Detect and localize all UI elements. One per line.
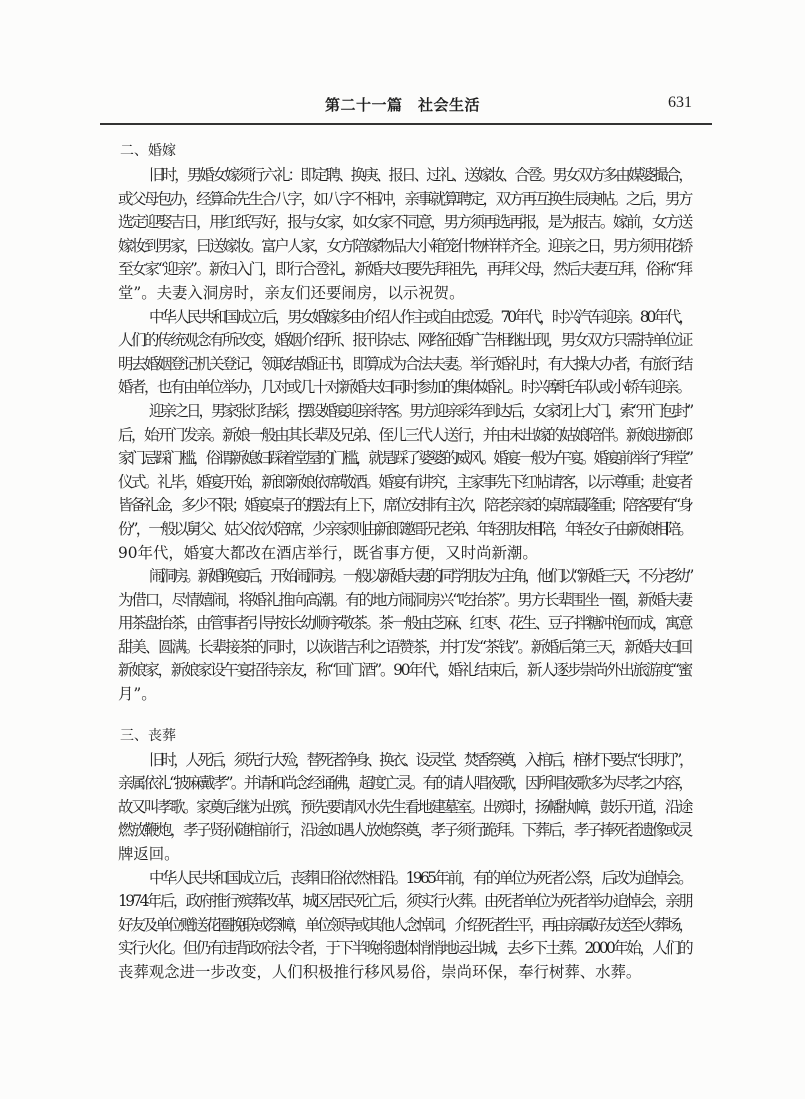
text-line: 牌返回。 — [118, 845, 180, 864]
text-line: 新娘家，新娘家设午宴招待亲友，称“回门酒”。90年代，婚礼结束后，新人逐步崇尚外出旅游度“蜜 — [118, 661, 692, 680]
section-heading: 二、婚嫁 — [120, 143, 176, 159]
text-line: 家门忌踩门槛，俗谓新媳妇踩着堂屋的门槛，就是踩了婆婆的威风。婚宴一般为午宴。婚宴前举行“拜堂” — [118, 449, 691, 468]
text-line: 旧时，人死后，须先行大殓，替死者净身、换衣、设灵堂、焚香祭奠，入棺后，棺材下要点“长明灯”， — [149, 750, 691, 769]
paragraph — [118, 565, 691, 707]
paragraph — [118, 749, 691, 867]
text-line: 为借口，尽情嬉闹，将婚礼推向高潮。有的地方闹洞房兴“吃抬茶”。男方长辈围坐一圈，新婚夫妻 — [118, 590, 691, 609]
text-line: 甜美、圆满。长辈接茶的同时，以诙谐吉利之语赞茶，并打发“茶钱”。新婚后第三天，新婚夫妇回 — [118, 637, 691, 656]
text-line: 后，始开门发亲。新娘一般由其长辈及兄弟、侄儿三代人送行，并由未出嫁的姑娘陪伴。新娘进新郎 — [118, 425, 691, 444]
text-line: 婚者，也有由单位举办，几对或几十对新婚夫妇同时参加的集体婚礼。时兴摩托车队或小轿车迎亲。 — [118, 378, 690, 397]
text-line: 至女家“迎亲”。新妇入门，即行合卺礼，新婚夫妇要先拜祖先，再拜父母，然后夫妻互拜，俗称“拜 — [118, 260, 691, 279]
text-line: 嫁妆到男家，曰送嫁妆。富户人家，女方陪嫁物品大小箱笼什物样样齐全。迎亲之日，男方须用花轿 — [118, 236, 691, 255]
paragraph — [118, 164, 691, 306]
text-line: 故又叫孝歌。家奠后继为出殡，预先要请风水先生看地建墓室。出殡时，扬幡执幛，鼓乐开道，沿途 — [118, 797, 691, 816]
text-line: 迎亲之日，男家张灯结彩，摆设婚宴迎亲待客。男方迎亲彩车到达后，女家闭上大门，索“开门包封” — [149, 401, 691, 420]
text-line: 旧时，男婚女嫁须行六礼：即定聘、换庚、报日、过礼、送嫁妆、合卺。男女双方多由媒婆撮合， — [149, 166, 691, 184]
text-line: 闹洞房。新婚晚宴后，开始闹洞房。一般以新婚夫妻的同学朋友为主角，他们以“新婚三天，不分老幼” — [149, 567, 691, 586]
section-heading: 三、丧葬 — [120, 727, 176, 744]
header-rule — [100, 123, 712, 125]
paragraph — [118, 400, 691, 565]
text-line: 90年代，婚宴大都改在酒店举行，既省事方便，又时尚新潮。 — [118, 543, 538, 562]
text-line: 仪式。礼毕，婚宴开始，新郎新娘依席敬酒。婚宴有讲究，主家事先下红帖请客，以示尊重；赴宴者 — [118, 472, 691, 491]
text-line: 份”，一般以舅父、姑父依次陪席，少亲家则由新郎邀哥兄老弟、年轻朋友相陪，年轻女子由新娘相陪。 — [118, 519, 691, 538]
text-line: 皆备礼金，多少不限；婚宴桌子的摆法有上下，席位安排有主次，陪老亲家的桌席最隆重；陪客要有“身 — [118, 496, 691, 515]
text-line: 明去婚姻登记机关登记，领取结婚证书，即算成为合法夫妻。举行婚礼时，有大操大办者，有旅行结 — [118, 354, 691, 373]
page-number: 631 — [668, 94, 692, 111]
text-line: 用茶盘抬茶，由管事者引导按长幼顺序敬茶。茶一般由芝麻、红枣、花生、豆子拌糖冲泡而成，寓意 — [118, 614, 691, 633]
text-line: 燃放鞭炮，孝子贤孙随棺前行，沿途如遇人放炮祭奠，孝子须行跪拜。下葬后，孝子捧死者遗像或灵 — [118, 821, 691, 840]
text-line: 亲属依礼“披麻戴孝”。并请和尚念经诵佛，超度亡灵。有的请人唱夜歌，因所唱夜歌多为尽孝之内容， — [118, 774, 691, 793]
section — [118, 723, 691, 985]
text-line: 选定迎娶吉日，用红纸写好，报与女家，如女家不同意，男方须再选再报，是为报吉。嫁前，女方送 — [118, 213, 691, 232]
running-header-title: 第二十一篇 社会生活 — [324, 96, 480, 114]
text-line: 或父母包办，经算命先生合八字，如八字不相冲，亲事就算聘定，双方再互换生辰庚帖。之后，男方 — [118, 189, 691, 208]
text-line: 人们的传统观念有所改变，婚姻介绍所、报刊杂志、网络征婚广告相继出现，男女双方只需持单位证 — [118, 331, 691, 350]
text-line: 月”。 — [118, 685, 157, 704]
text-line: 实行火化。但仍有违背政府法令者，于下半晚将遗体悄悄地运出城，去乡下土葬。2000年始，人们的 — [118, 939, 691, 958]
text-line: 好友及单位赠送花圈挽联或祭幛，单位领导或其他人念悼词，介绍死者生平，再由亲属好友送至火葬场， — [118, 915, 691, 934]
text-line: 堂”。夫妻入洞房时，亲友们还要闹房，以示祝贺。 — [118, 283, 465, 302]
text-line: 中华人民共和国成立后，丧葬旧俗依然相沿。1965年前，有的单位为死者公祭，后改为追悼会。 — [149, 868, 691, 887]
text-line: 1974年后，政府推行殡葬改革，城区居民死亡后，须实行火葬。由死者单位为死者举办追悼会，亲朋 — [118, 892, 691, 911]
text-line: 丧葬观念进一步改变，人们积极推行移风易俗，崇尚环保，奉行树葬、水葬。 — [118, 963, 642, 981]
paragraph — [118, 867, 691, 985]
paragraph — [118, 306, 691, 400]
section — [118, 138, 691, 707]
page-body — [118, 134, 691, 985]
text-line: 中华人民共和国成立后，男女婚嫁多由介绍人作主或自由恋爱。70年代，时兴汽车迎亲。80年代， — [149, 307, 691, 326]
